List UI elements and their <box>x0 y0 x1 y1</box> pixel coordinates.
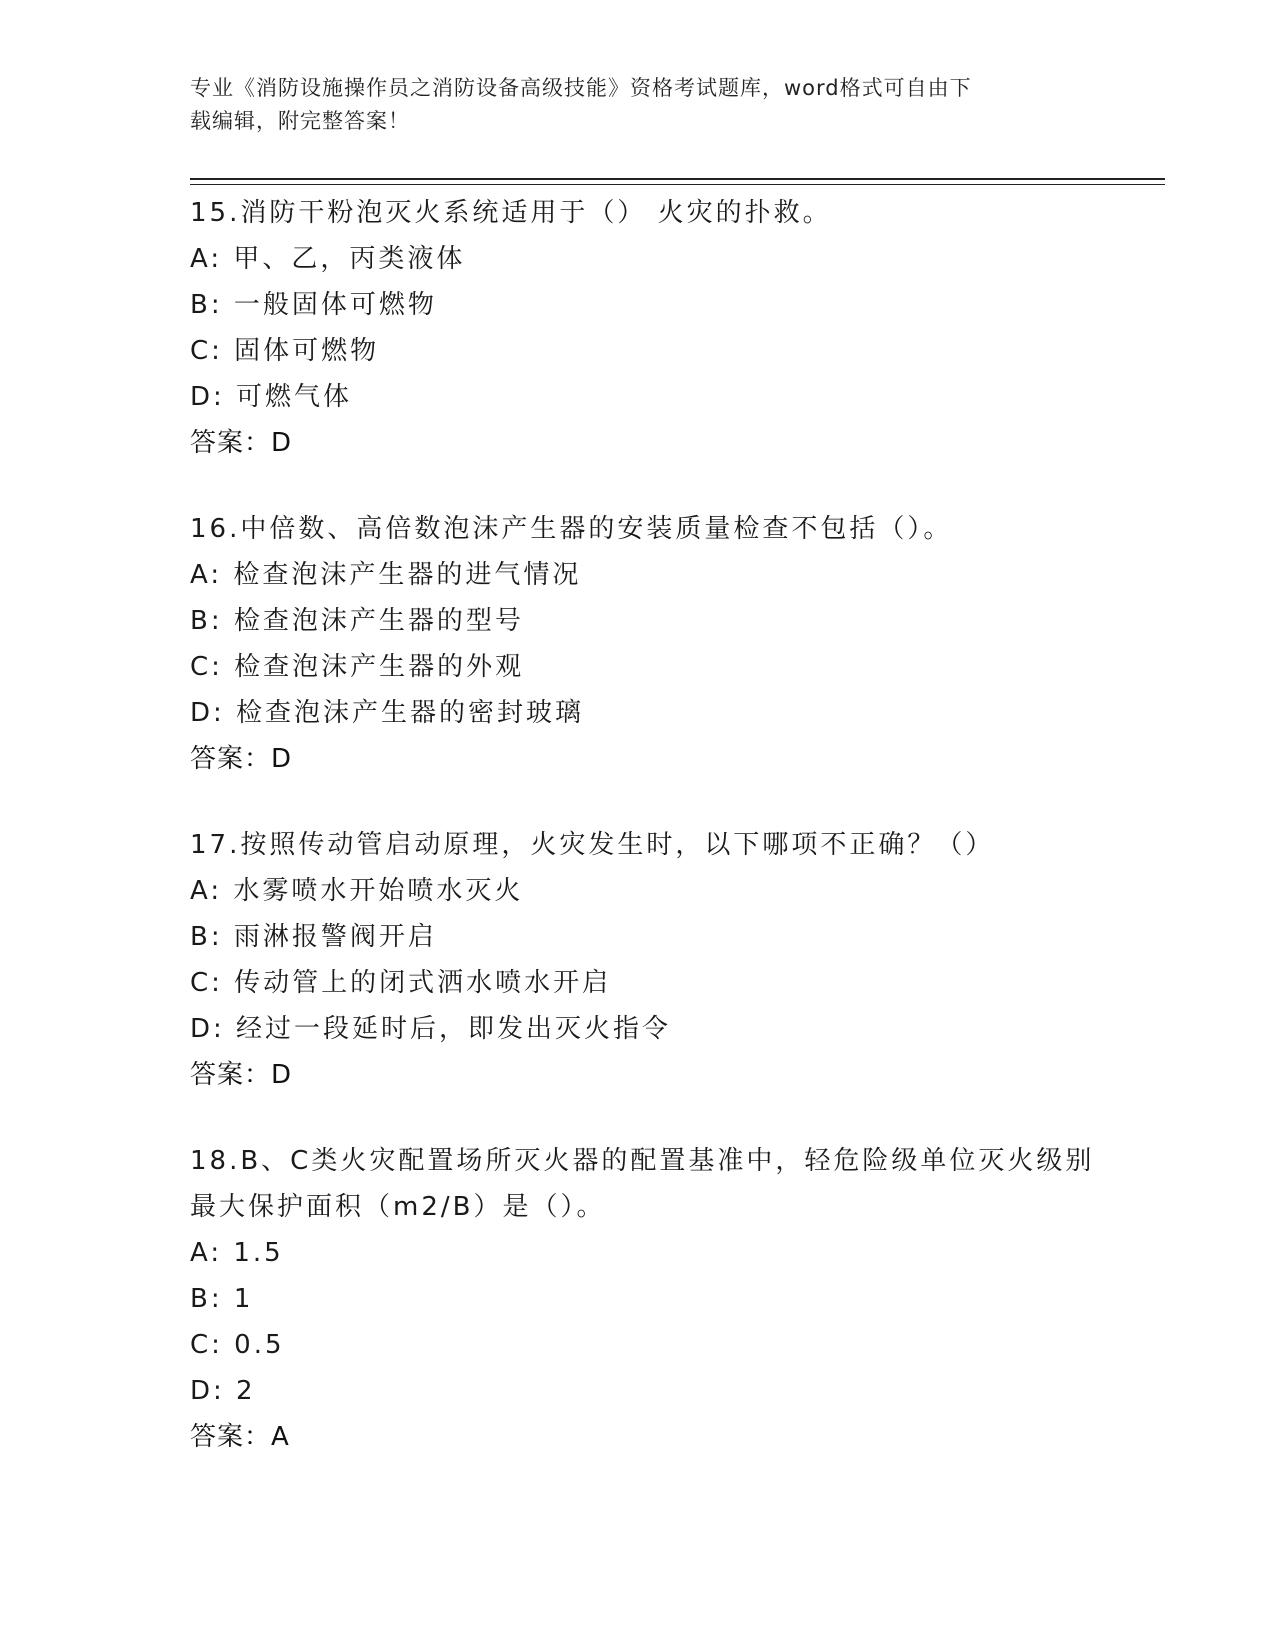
header-line-2: 载编辑，附完整答案！ <box>190 109 410 133</box>
question-stem: 18.B、C类火灾配置场所灭火器的配置基准中，轻危险级单位灭火级别 <box>190 1146 1095 1176</box>
question-stem: 15.消防干粉泡灭火系统适用于（） 火灾的扑救。 <box>190 198 832 228</box>
answer: 答案：D <box>190 428 293 458</box>
question-17 <box>190 822 1110 1098</box>
option-c: C: 传动管上的闭式洒水喷水开启 <box>190 968 612 998</box>
header-divider-thin <box>190 184 1165 185</box>
question-stem-continued: 最大保护面积（m2/B）是（）。 <box>190 1192 606 1222</box>
option-a: A: 检查泡沫产生器的进气情况 <box>190 560 582 590</box>
option-a: A: 水雾喷水开始喷水灭火 <box>190 876 524 906</box>
option-a: A: 甲、乙，丙类液体 <box>190 244 466 274</box>
header-divider-thick <box>190 178 1165 180</box>
option-c: C: 固体可燃物 <box>190 336 380 366</box>
question-18 <box>190 1138 1110 1460</box>
option-d: D: 2 <box>190 1376 256 1406</box>
answer: 答案：D <box>190 744 293 774</box>
option-d: D: 检查泡沫产生器的密封玻璃 <box>190 698 585 728</box>
question-stem: 17.按照传动管启动原理，火灾发生时，以下哪项不正确？（） <box>190 830 995 860</box>
question-16 <box>190 506 1110 782</box>
question-stem: 16.中倍数、高倍数泡沫产生器的安装质量检查不包括（）。 <box>190 514 953 544</box>
question-list <box>190 190 1110 1500</box>
option-c: C: 检查泡沫产生器的外观 <box>190 652 525 682</box>
answer: 答案：D <box>190 1060 293 1090</box>
option-c: C: 0.5 <box>190 1330 285 1360</box>
option-b: B: 检查泡沫产生器的型号 <box>190 606 524 636</box>
option-b: B: 1 <box>190 1284 254 1314</box>
question-15 <box>190 190 1110 466</box>
option-d: D: 可燃气体 <box>190 382 353 412</box>
option-a: A: 1.5 <box>190 1238 284 1268</box>
option-b: B: 雨淋报警阀开启 <box>190 922 437 952</box>
answer: 答案：A <box>190 1422 290 1452</box>
document-header <box>190 72 1090 138</box>
option-b: B: 一般固体可燃物 <box>190 290 437 320</box>
header-line-1: 专业《消防设施操作员之消防设备高级技能》资格考试题库，word格式可自由下 <box>190 76 972 100</box>
option-d: D: 经过一段延时后，即发出灭火指令 <box>190 1014 672 1044</box>
